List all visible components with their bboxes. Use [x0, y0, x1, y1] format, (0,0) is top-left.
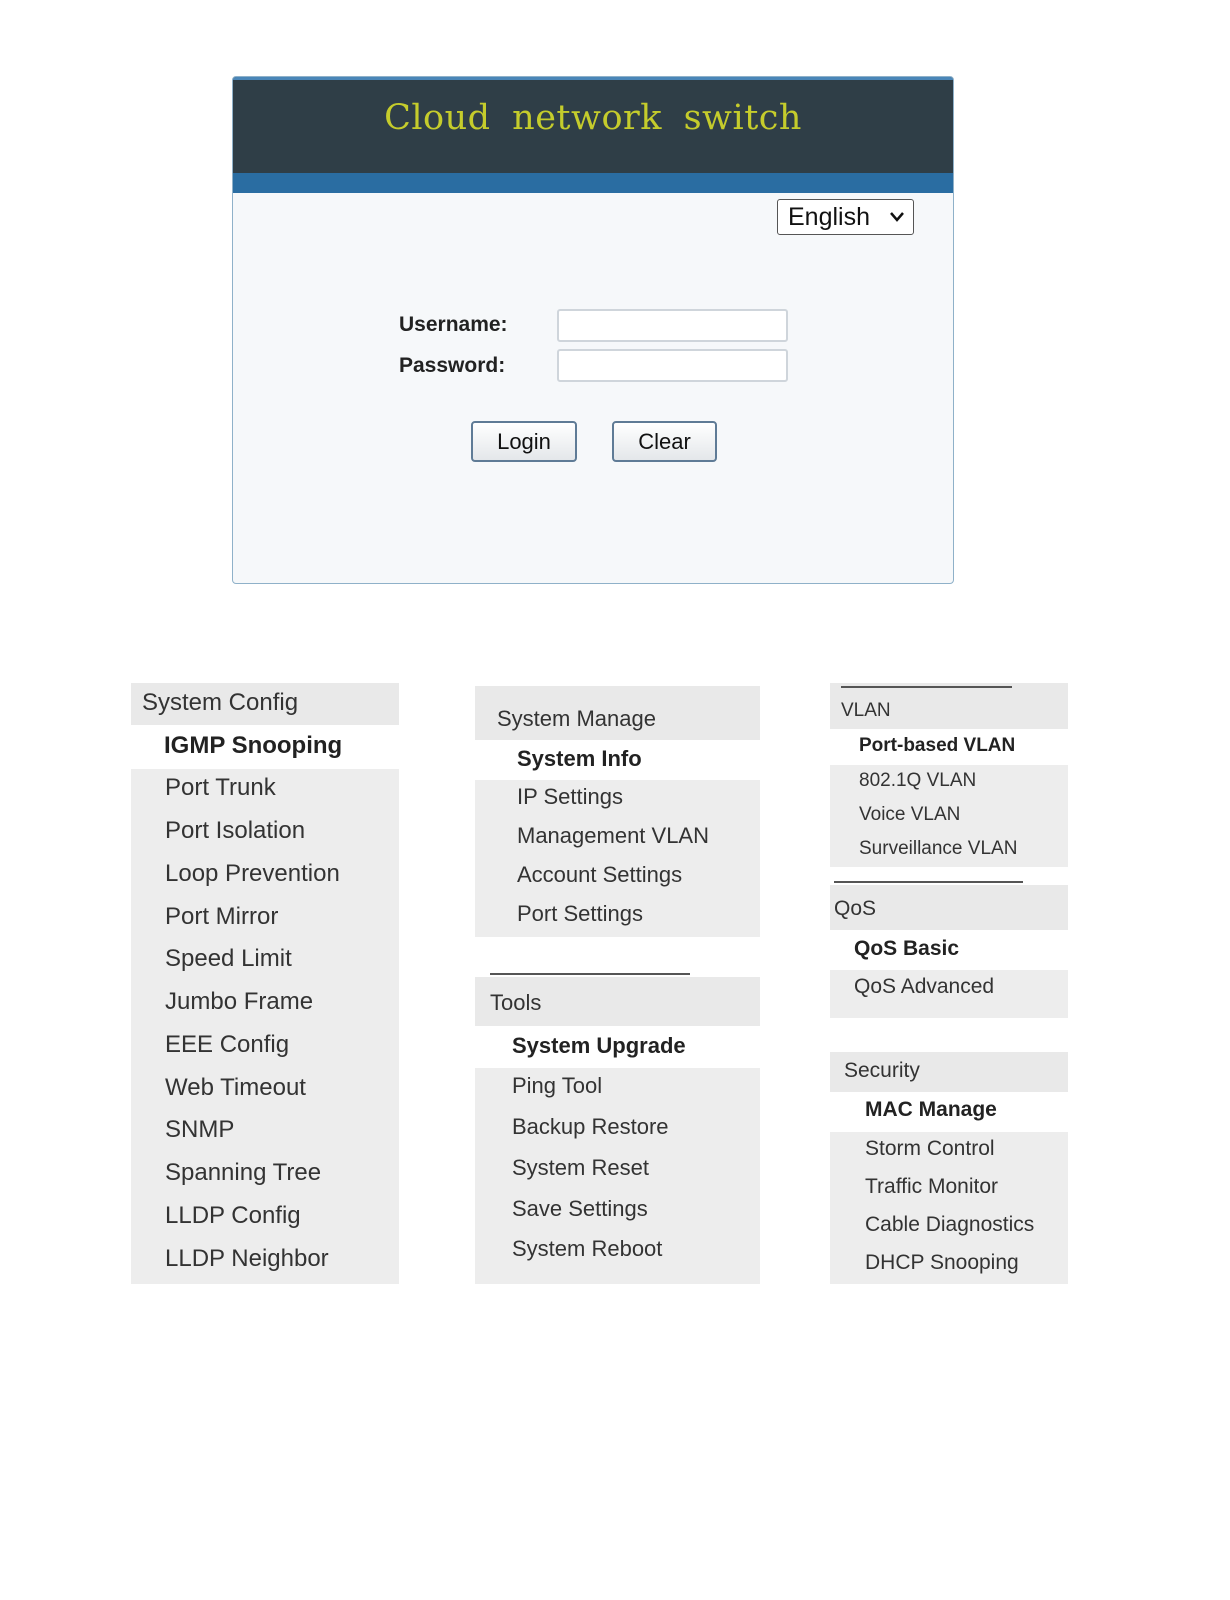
- menu-item-system-reset[interactable]: System Reset: [475, 1150, 760, 1191]
- menu-item-qos-advanced[interactable]: QoS Advanced: [830, 970, 1068, 1018]
- menu-item-port-based-vlan[interactable]: Port-based VLAN: [830, 729, 1068, 765]
- language-value: English: [788, 203, 870, 231]
- menu-item-voice-vlan[interactable]: Voice VLAN: [830, 799, 1068, 833]
- login-title: Cloud network switch: [384, 98, 802, 138]
- menu-item-port-mirror[interactable]: Port Mirror: [131, 898, 399, 940]
- vlan-title: VLAN: [830, 683, 1068, 729]
- menu-item-management-vlan[interactable]: Management VLAN: [475, 819, 760, 858]
- vlan-divider: [841, 686, 1012, 688]
- system-config-title: System Config: [131, 683, 399, 725]
- login-header: [233, 77, 953, 173]
- menu-item-port-isolation[interactable]: Port Isolation: [131, 812, 399, 855]
- tools-menu: [475, 977, 760, 1284]
- menu-item-qos-basic[interactable]: QoS Basic: [830, 930, 1068, 970]
- system-manage-title: System Manage: [475, 686, 760, 740]
- qos-menu: [830, 885, 1068, 1018]
- menu-item-web-timeout[interactable]: Web Timeout: [131, 1069, 399, 1111]
- menu-item-mac-manage[interactable]: MAC Manage: [830, 1092, 1068, 1132]
- menu-item-snmp[interactable]: SNMP: [131, 1111, 399, 1154]
- login-panel: [232, 76, 954, 584]
- menu-item-system-upgrade[interactable]: System Upgrade: [475, 1026, 760, 1068]
- menu-item-loop-prevention[interactable]: Loop Prevention: [131, 855, 399, 898]
- menu-item-lldp-neighbor[interactable]: LLDP Neighbor: [131, 1240, 399, 1284]
- system-manage-menu: [475, 686, 760, 937]
- menu-item-spanning-tree[interactable]: Spanning Tree: [131, 1154, 399, 1197]
- username-label: Username:: [399, 313, 508, 336]
- qos-title: QoS: [830, 885, 1068, 930]
- menu-item-jumbo-frame[interactable]: Jumbo Frame: [131, 983, 399, 1026]
- menu-item-lldp-config[interactable]: LLDP Config: [131, 1197, 399, 1240]
- menu-item-backup-restore[interactable]: Backup Restore: [475, 1109, 760, 1150]
- menu-item-port-settings[interactable]: Port Settings: [475, 897, 760, 937]
- menu-item-system-info[interactable]: System Info: [475, 740, 760, 780]
- menu-item-storm-control[interactable]: Storm Control: [830, 1132, 1068, 1170]
- menu-item-ip-settings[interactable]: IP Settings: [475, 780, 760, 819]
- clear-button[interactable]: Clear: [612, 421, 717, 462]
- password-label: Password:: [399, 354, 506, 377]
- username-input[interactable]: [557, 309, 788, 342]
- system-config-menu: [131, 683, 399, 1284]
- chevron-down-icon: [889, 201, 905, 244]
- tools-title: Tools: [475, 977, 760, 1026]
- menu-item-save-settings[interactable]: Save Settings: [475, 1191, 760, 1231]
- menu-item-cable-diagnostics[interactable]: Cable Diagnostics: [830, 1208, 1068, 1246]
- vlan-menu: [830, 683, 1068, 867]
- security-menu: [830, 1052, 1068, 1284]
- login-button[interactable]: Login: [471, 421, 577, 462]
- qos-divider: [834, 881, 1023, 883]
- menu-item-8021q-vlan[interactable]: 802.1Q VLAN: [830, 765, 1068, 799]
- menu-item-ping-tool[interactable]: Ping Tool: [475, 1068, 760, 1109]
- menu-item-account-settings[interactable]: Account Settings: [475, 858, 760, 897]
- menu-item-surveillance-vlan[interactable]: Surveillance VLAN: [830, 833, 1068, 867]
- password-input[interactable]: [557, 349, 788, 382]
- security-title: Security: [830, 1052, 1068, 1092]
- menu-item-speed-limit[interactable]: Speed Limit: [131, 940, 399, 983]
- menu-item-traffic-monitor[interactable]: Traffic Monitor: [830, 1170, 1068, 1208]
- menu-item-eee-config[interactable]: EEE Config: [131, 1026, 399, 1069]
- menu-item-dhcp-snooping[interactable]: DHCP Snooping: [830, 1246, 1068, 1284]
- menu-item-system-reboot[interactable]: System Reboot: [475, 1231, 760, 1284]
- menu-item-port-trunk[interactable]: Port Trunk: [131, 769, 399, 812]
- header-band: [233, 173, 953, 193]
- language-select[interactable]: [777, 199, 914, 235]
- menu-item-igmp-snooping[interactable]: IGMP Snooping: [131, 725, 399, 769]
- tools-divider: [490, 973, 690, 975]
